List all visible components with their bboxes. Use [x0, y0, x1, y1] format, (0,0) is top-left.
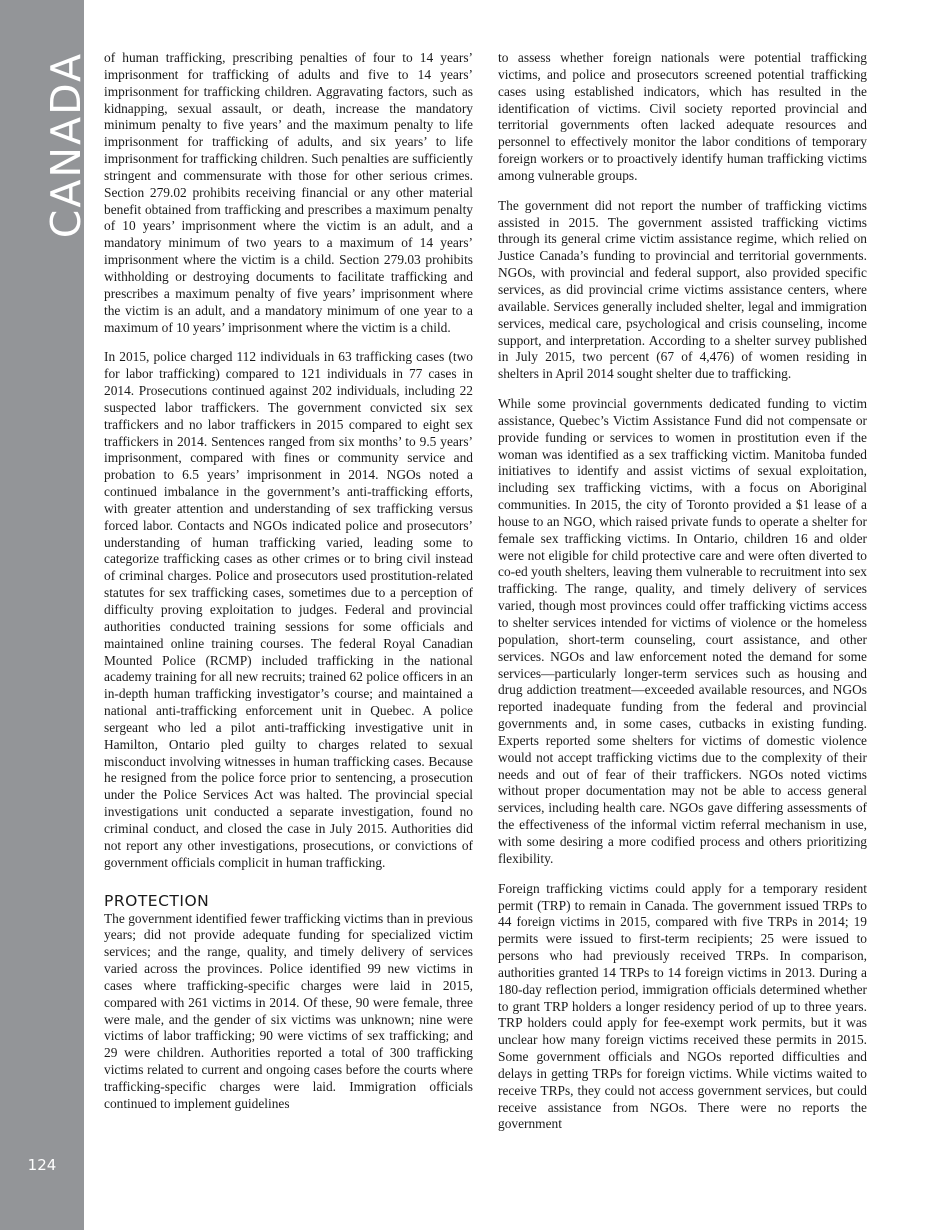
paragraph: Foreign trafficking victims could apply for a temporary resident permit (TRP) to remain in Canada. The government issued TRPs to 44 foreign victims in 2015, compared with five TRPs in 2014; 19 permits were issued to first-term recipients; 25 were issued to persons who had previously received TRPs. In comparison, authorities granted 14 TRPs to 14 foreign victims in 2013. During a 180-day reflection period, immigration officials determined whether to grant TRP holders a longer residency period of up to three years. TRP holders could apply for fee-exempt work permits, but it was unclear how many foreign victims received these permits in 2015. Some government officials and NGOs reported difficulties and delays in getting TRPs for foreign victims. While victims waited to receive TRPs, they could not access government services, but could receive assistance from NGOs. There were no reports the government: [498, 880, 867, 1132]
paragraph: In 2015, police charged 112 individuals in 63 trafficking cases (two for labor trafficking) compared to 121 individuals in 77 cases in 2014. Prosecutions continued against 202 individuals, including 22 suspected labor traffickers. The government convicted six sex traffickers and no labor traffickers in 2015 compared to eight sex traffickers in 2014. Sentences ranged from six months’ to 9.5 years’ imprisonment, compared with fines or community service and probation to 6.5 years’ imprisonment in 2014. NGOs noted a continued imbalance in the government’s anti-trafficking efforts, with greater attention and understanding of sex trafficking versus forced labor. Contacts and NGOs indicated police and prosecutors’ understanding of human trafficking varied, leading some to categorize trafficking cases as other crimes or to bring civil instead of criminal charges. Police and prosecutors used prostitution-related statutes for sex trafficking cases, sometimes due to a perception of difficulty proving exploitation to judges. Federal and provincial authorities conducted training sessions for some officials and maintained online training courses. The federal Royal Canadian Mounted Police (RCMP) included trafficking in the national academy training for all new recruits; trained 62 police officers in an in-depth human trafficking investigator’s course; and maintained a national anti-trafficking enforcement unit in Quebec. A police sergeant who led a pilot anti-trafficking investigative unit in Hamilton, Ontario pled guilty to charges related to sexual misconduct involving witnesses in human trafficking cases. Because he resigned from the police force prior to sentencing, a prosecution under the Police Services Act was halted. The provincial special investigations unit conducted a separate investigation, found no criminal conduct, and closed the case in July 2015. Authorities did not report any other investigations, prosecutions, or convictions of government officials complicit in human trafficking.: [104, 349, 473, 870]
sidebar: [0, 0, 90, 1230]
paragraph: of human trafficking, prescribing penalties of four to 14 years’ imprisonment for trafficking of adults and five to 14 years’ imprisonment for trafficking children. Aggravating factors, such as kidnapping, sexual assault, or death, increase the mandatory minimum penalty to five years’ and the maximum penalty to life imprisonment for trafficking of adults, and six years’ to life imprisonment for trafficking children. Such penalties are sufficiently stringent and commensurate with those for other serious crimes. Section 279.02 prohibits receiving financial or any other material benefit obtained from trafficking and prescribes a maximum penalty of 10 years’ imprisonment where the victim is an adult, and a mandatory minimum of two years to a maximum of 14 years’ imprisonment where the victim is a child. Section 279.03 prohibits withholding or destroying documents to facilitate trafficking and prescribes a maximum penalty of five years’ imprisonment where the victim is an adult, and a mandatory minimum of one year to a maximum of 10 years’ imprisonment where the victim is a child.: [104, 50, 473, 335]
left-column: [104, 50, 473, 1180]
paragraph: While some provincial governments dedicated funding to victim assistance, Quebec’s Victim Assistance Fund did not compensate or provide funding or services to women in prostitution even if the woman was identified as a sex trafficking victim. Manitoba funded initiatives to identify and assist victims of sexual exploitation, including sex trafficking victims, with a focus on Aboriginal communities. In 2015, the city of Toronto provided a $1 lease of a house to an NGO, which raised private funds to operate a shelter for female sex trafficking victims. In Ontario, children 16 and older were not eligible for child protective care and were often diverted to co-ed youth shelters, leaving them vulnerable to recruitment into sex trafficking. The range, quality, and timely delivery of services varied, though most provinces could offer trafficking victims access to shelter services intended for victims of violence or the homeless population, short-term counseling, court assistance, and other services. NGOs and law enforcement noted the demand for some services—particularly longer-term services such as housing and drug addiction treatment—exceeded available resources, and NGOs reported inadequate funding from the federal and provincial governments and, in some cases, cutbacks in existing funding. Experts reported some shelters for victims of domestic violence would not accept trafficking victims due to the complexity of their needs and out of fear of their traffickers. NGOs noted victims without proper documentation may not be able to access general services, including health care. NGOs gave differing assessments of the effectiveness of the informal victim referral mechanism in use, with some desiring a more codified process and others prioritizing flexibility.: [498, 396, 867, 866]
page-number: 124: [27, 1156, 57, 1174]
country-label: CANADA: [42, 52, 90, 239]
right-column: [498, 50, 867, 1180]
paragraph: to assess whether foreign nationals were potential trafficking victims, and police and prosecutors screened potential trafficking cases using established indicators, which has resulted in the identification of victims. Civil society reported provincial and territorial governments often lacked adequate resources and personnel to effectively monitor the labor conditions of temporary foreign workers or to proactively identify human trafficking victims among vulnerable groups.: [498, 50, 867, 183]
paragraph: The government did not report the number of trafficking victims assisted in 2015. The government assisted trafficking victims through its general crime victim assistance regime, which relied on Justice Canada’s funding to provincial and territorial governments. NGOs, with provincial and federal support, also provided specific services, as did provincial crime victims assistance centers, where available. Services generally included shelter, legal and immigration services, medical care, psychological and crisis counseling, income support, and interpretation. According to a shelter survey published in July 2015, two percent (67 of 4,476) of women residing in shelters in April 2014 sought shelter due to trafficking.: [498, 197, 867, 382]
section-heading-protection: PROTECTION: [104, 891, 210, 910]
paragraph: The government identified fewer trafficking victims than in previous years; did not provide adequate funding for specialized victim services; and the range, quality, and timely delivery of services varied across the provinces. Police identified 99 new victims in cases where trafficking-specific charges were laid in 2015, compared with 261 victims in 2014. Of these, 90 were female, three were male, and the gender of six victims was unknown; nine were victims of labor trafficking; 90 were victims of sex trafficking; and 29 were children. Authorities reported a total of 300 trafficking victims related to current and ongoing cases before the courts where trafficking-specific charges were laid. Immigration officials continued to implement guidelines: [104, 910, 473, 1111]
